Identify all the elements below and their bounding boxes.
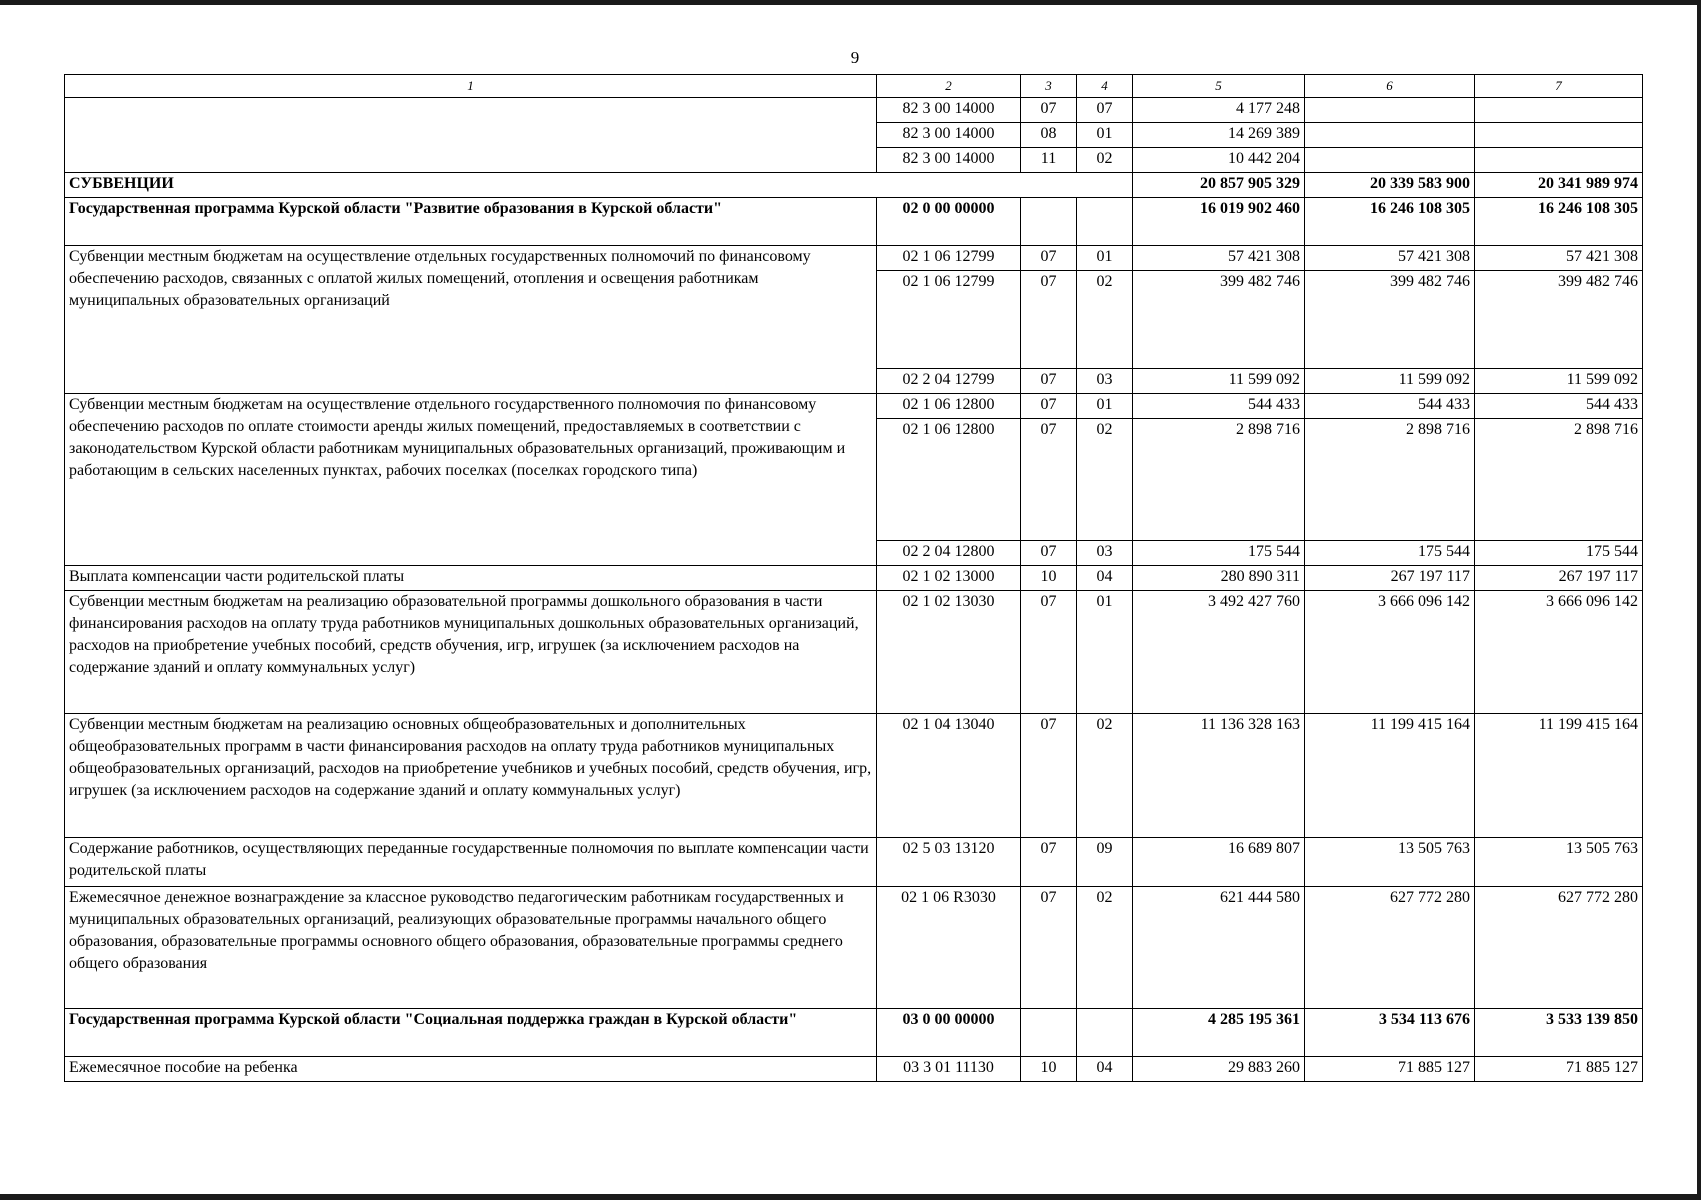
amount-col7: 627 772 280 [1475, 887, 1643, 1009]
amount-col7: 11 599 092 [1475, 369, 1643, 394]
amount-col7: 3 666 096 142 [1475, 591, 1643, 714]
amount-col5: 57 421 308 [1133, 246, 1305, 271]
table-row [65, 591, 1643, 714]
item-label: Выплата компенсации части родительской платы [65, 566, 877, 591]
amount-col6 [1305, 98, 1475, 123]
section-cell: 10 [1021, 1057, 1077, 1082]
subsection-cell: 01 [1077, 123, 1133, 148]
amount-col5: 2 898 716 [1133, 419, 1305, 541]
table-row [65, 98, 1643, 123]
amount-col7: 13 505 763 [1475, 838, 1643, 887]
scan-border-right [1697, 0, 1701, 1200]
code-cell: 03 3 01 11130 [877, 1057, 1021, 1082]
amount-col5: 399 482 746 [1133, 271, 1305, 369]
code-cell: 02 1 06 12799 [877, 246, 1021, 271]
amount-col6: 3 534 113 676 [1305, 1009, 1475, 1057]
section-cell: 07 [1021, 98, 1077, 123]
table-row [65, 246, 1643, 271]
subsection-cell: 03 [1077, 369, 1133, 394]
subsection-cell [1077, 1009, 1133, 1057]
section-cell: 08 [1021, 123, 1077, 148]
section-cell [1021, 1009, 1077, 1057]
amount-col7: 16 246 108 305 [1475, 198, 1643, 246]
col-header-2: 2 [877, 75, 1021, 98]
subsection-cell: 03 [1077, 541, 1133, 566]
program-label: Государственная программа Курской области "Развитие образования в Курской области" [65, 198, 877, 246]
amount-col7: 11 199 415 164 [1475, 714, 1643, 838]
amount-col6: 3 666 096 142 [1305, 591, 1475, 714]
code-cell: 02 5 03 13120 [877, 838, 1021, 887]
subsection-cell: 02 [1077, 887, 1133, 1009]
subventions-label: СУБВЕНЦИИ [65, 173, 1133, 198]
item-label: Субвенции местным бюджетам на осуществление отдельного государственного полномочия по финансовому обеспечению расходов по оплате стоимости аренды жилых помещений, предоставляемых в соответствии с законодательством Курской области работникам муниципальных образовательных организаций, проживающим и работающим в сельских населенных пунктах, рабочих поселках (поселках городского типа) [65, 394, 877, 566]
amount-col6: 627 772 280 [1305, 887, 1475, 1009]
program-label: Государственная программа Курской области "Социальная поддержка граждан в Курской области" [65, 1009, 877, 1057]
amount-col6: 13 505 763 [1305, 838, 1475, 887]
amount-col5: 10 442 204 [1133, 148, 1305, 173]
table-row [65, 887, 1643, 1009]
budget-table [64, 74, 1643, 1082]
subsection-cell: 07 [1077, 98, 1133, 123]
section-cell: 11 [1021, 148, 1077, 173]
amount-col7 [1475, 123, 1643, 148]
code-cell: 02 0 00 00000 [877, 198, 1021, 246]
section-cell: 07 [1021, 887, 1077, 1009]
desc-cell-empty [65, 98, 877, 173]
amount-col5: 3 492 427 760 [1133, 591, 1305, 714]
item-label: Субвенции местным бюджетам на реализацию образовательной программы дошкольного образования в части финансирования расходов на оплату труда работников муниципальных дошкольных образовательных организаций, расходов на приобретение учебных пособий, средств обучения, игр, игрушек (за исключением расходов на содержание зданий и оплату коммунальных услуг) [65, 591, 877, 714]
subsection-cell: 01 [1077, 591, 1133, 714]
amount-col6: 175 544 [1305, 541, 1475, 566]
amount-col5: 14 269 389 [1133, 123, 1305, 148]
section-cell [1021, 198, 1077, 246]
item-label: Субвенции местным бюджетам на осуществление отдельных государственных полномочий по финансовому обеспечению расходов, связанных с оплатой жилых помещений, отопления и освещения работникам муниципальных образовательных организаций [65, 246, 877, 394]
table-row [65, 394, 1643, 419]
amount-col6: 71 885 127 [1305, 1057, 1475, 1082]
col-header-1: 1 [65, 75, 877, 98]
col-header-4: 4 [1077, 75, 1133, 98]
amount-col7: 3 533 139 850 [1475, 1009, 1643, 1057]
code-cell: 02 1 06 12800 [877, 419, 1021, 541]
amount-col7: 71 885 127 [1475, 1057, 1643, 1082]
section-cell: 07 [1021, 838, 1077, 887]
subsection-cell: 02 [1077, 271, 1133, 369]
amount-col7: 399 482 746 [1475, 271, 1643, 369]
section-cell: 07 [1021, 394, 1077, 419]
section-cell: 07 [1021, 419, 1077, 541]
subsection-cell: 01 [1077, 394, 1133, 419]
amount-col5: 16 019 902 460 [1133, 198, 1305, 246]
code-cell: 03 0 00 00000 [877, 1009, 1021, 1057]
amount-col5: 621 444 580 [1133, 887, 1305, 1009]
subsection-cell: 04 [1077, 1057, 1133, 1082]
section-cell: 07 [1021, 369, 1077, 394]
scan-border-bottom [0, 1194, 1701, 1200]
section-cell: 07 [1021, 591, 1077, 714]
amount-col6: 11 199 415 164 [1305, 714, 1475, 838]
item-label: Ежемесячное денежное вознаграждение за классное руководство педагогическим работникам государственных и муниципальных образовательных организаций, реализующих образовательные программы начального общего образования, образовательные программы основного общего образования, образовательные программы среднего общего образования [65, 887, 877, 1009]
subsection-cell: 09 [1077, 838, 1133, 887]
amount-col6: 20 339 583 900 [1305, 173, 1475, 198]
amount-col7: 267 197 117 [1475, 566, 1643, 591]
code-cell: 82 3 00 14000 [877, 98, 1021, 123]
amount-col6: 11 599 092 [1305, 369, 1475, 394]
code-cell: 02 1 06 12800 [877, 394, 1021, 419]
table-row [65, 714, 1643, 838]
section-cell: 07 [1021, 714, 1077, 838]
col-header-7: 7 [1475, 75, 1643, 98]
code-cell: 02 1 06 R3030 [877, 887, 1021, 1009]
code-cell: 02 1 02 13030 [877, 591, 1021, 714]
subsection-cell: 02 [1077, 148, 1133, 173]
amount-col7 [1475, 148, 1643, 173]
amount-col6 [1305, 123, 1475, 148]
amount-col6: 399 482 746 [1305, 271, 1475, 369]
section-cell: 07 [1021, 246, 1077, 271]
amount-col7: 175 544 [1475, 541, 1643, 566]
program-row [65, 198, 1643, 246]
section-cell: 10 [1021, 566, 1077, 591]
table-row [65, 1057, 1643, 1082]
code-cell: 02 1 02 13000 [877, 566, 1021, 591]
amount-col7: 2 898 716 [1475, 419, 1643, 541]
page-number: 9 [850, 48, 860, 67]
amount-col5: 16 689 807 [1133, 838, 1305, 887]
amount-col6: 16 246 108 305 [1305, 198, 1475, 246]
section-cell: 07 [1021, 271, 1077, 369]
code-cell: 02 1 04 13040 [877, 714, 1021, 838]
subventions-total-row [65, 173, 1643, 198]
scan-border-top [0, 0, 1701, 5]
amount-col5: 4 177 248 [1133, 98, 1305, 123]
amount-col7: 20 341 989 974 [1475, 173, 1643, 198]
amount-col7 [1475, 98, 1643, 123]
amount-col6 [1305, 148, 1475, 173]
amount-col5: 4 285 195 361 [1133, 1009, 1305, 1057]
amount-col5: 20 857 905 329 [1133, 173, 1305, 198]
column-number-row [65, 75, 1643, 98]
amount-col5: 280 890 311 [1133, 566, 1305, 591]
section-cell: 07 [1021, 541, 1077, 566]
code-cell: 82 3 00 14000 [877, 148, 1021, 173]
item-label: Субвенции местным бюджетам на реализацию основных общеобразовательных и дополнительных общеобразовательных программ в части финансирования расходов на оплату труда работников муниципальных общеобразовательных организаций, расходов на приобретение учебников и учебных пособий, средств обучения, игр, игрушек (за исключением расходов на содержание зданий и оплату коммунальных услуг) [65, 714, 877, 838]
subsection-cell: 01 [1077, 246, 1133, 271]
amount-col5: 175 544 [1133, 541, 1305, 566]
item-label: Содержание работников, осуществляющих переданные государственные полномочия по выплате компенсации части родительской платы [65, 838, 877, 887]
col-header-6: 6 [1305, 75, 1475, 98]
code-cell: 82 3 00 14000 [877, 123, 1021, 148]
amount-col5: 544 433 [1133, 394, 1305, 419]
col-header-5: 5 [1133, 75, 1305, 98]
subsection-cell: 02 [1077, 419, 1133, 541]
amount-col7: 544 433 [1475, 394, 1643, 419]
amount-col6: 544 433 [1305, 394, 1475, 419]
item-label: Ежемесячное пособие на ребенка [65, 1057, 877, 1082]
amount-col6: 2 898 716 [1305, 419, 1475, 541]
subsection-cell [1077, 198, 1133, 246]
amount-col5: 11 136 328 163 [1133, 714, 1305, 838]
table-row [65, 838, 1643, 887]
amount-col6: 57 421 308 [1305, 246, 1475, 271]
amount-col7: 57 421 308 [1475, 246, 1643, 271]
program-row [65, 1009, 1643, 1057]
col-header-3: 3 [1021, 75, 1077, 98]
amount-col5: 29 883 260 [1133, 1057, 1305, 1082]
amount-col5: 11 599 092 [1133, 369, 1305, 394]
code-cell: 02 1 06 12799 [877, 271, 1021, 369]
table-row [65, 566, 1643, 591]
code-cell: 02 2 04 12799 [877, 369, 1021, 394]
subsection-cell: 04 [1077, 566, 1133, 591]
amount-col6: 267 197 117 [1305, 566, 1475, 591]
subsection-cell: 02 [1077, 714, 1133, 838]
code-cell: 02 2 04 12800 [877, 541, 1021, 566]
